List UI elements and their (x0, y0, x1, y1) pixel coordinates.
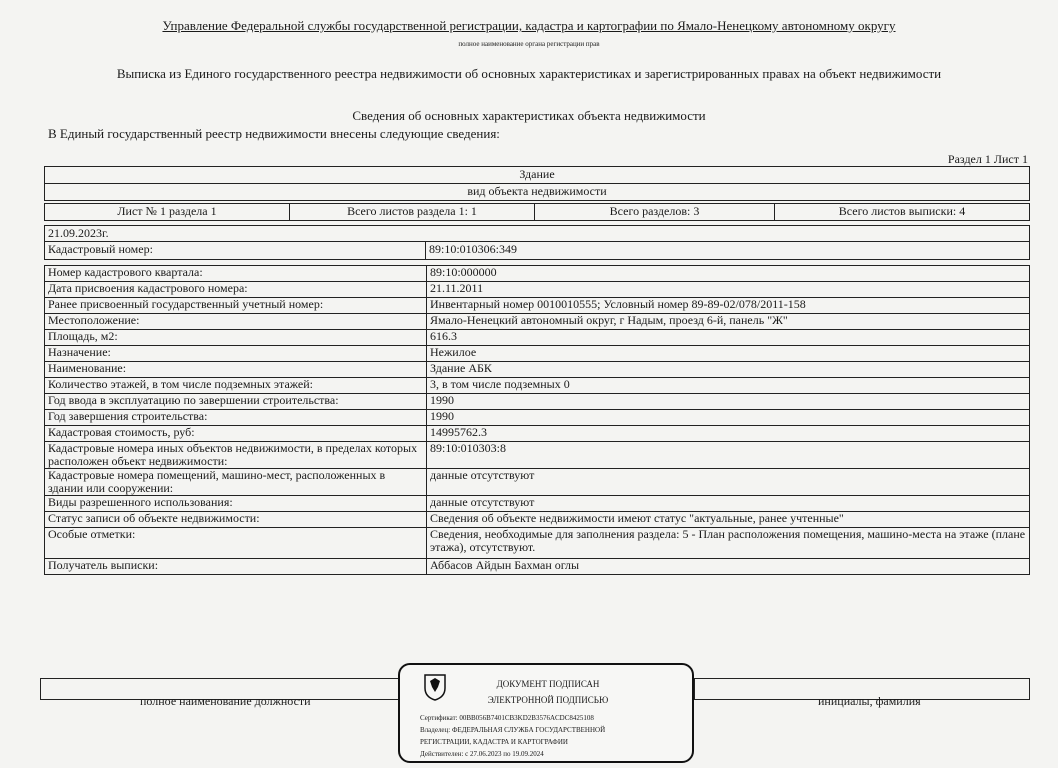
extract-title: Выписка из Единого государственного реестра недвижимости об основных характеристиках и зарегистрированных правах на объект недвижимости (116, 66, 942, 81)
total-extract-sheets: Всего листов выписки: 4 (774, 203, 1030, 221)
row-label: Дата присвоения кадастрового номера: (45, 282, 427, 298)
table-row (45, 266, 1030, 282)
table-row (45, 378, 1030, 394)
row-label: Получатель выписки: (45, 559, 427, 575)
table-row (45, 512, 1030, 528)
row-label: Виды разрешенного использования: (45, 496, 427, 512)
row-label: Площадь, м2: (45, 330, 427, 346)
electronic-signature-stamp (398, 663, 694, 763)
signature-line1: ДОКУМЕНТ ПОДПИСАН (496, 679, 600, 689)
row-label: Ранее присвоенный государственный учетный номер: (45, 298, 427, 314)
row-value: 89:10:000000 (427, 266, 1030, 282)
sheet-label: Раздел 1 Лист 1 (947, 152, 1028, 166)
section-title: Сведения об основных характеристиках объекта недвижимости (352, 108, 706, 123)
row-label: Год завершения строительства: (45, 410, 427, 426)
row-label: Статус записи об объекте недвижимости: (45, 512, 427, 528)
table-row (45, 346, 1030, 362)
row-value: Сведения об объекте недвижимости имеют статус "актуальные, ранее учтенные" (427, 512, 1030, 528)
table-row (45, 528, 1030, 559)
row-label: Год ввода в эксплуатацию по завершении строительства: (45, 394, 427, 410)
initials-caption: инициалы, фамилия (818, 694, 921, 708)
row-label: Количество этажей, в том числе подземных этажей: (45, 378, 427, 394)
row-label: Номер кадастрового квартала: (45, 266, 427, 282)
row-label: Кадастровые номера помещений, машино-мест, расположенных в здании или сооружении: (45, 469, 427, 496)
organization-name: Управление Федеральной службы государственной регистрации, кадастра и картографии по Ямало-Ненецкому автономному округу (162, 18, 896, 33)
row-label: Наименование: (45, 362, 427, 378)
row-value: 14995762.3 (427, 426, 1030, 442)
characteristics-table (44, 265, 1030, 575)
row-value: данные отсутствуют (427, 469, 1030, 496)
row-value: данные отсутствуют (427, 496, 1030, 512)
row-label: Местоположение: (45, 314, 427, 330)
row-value: 21.11.2011 (427, 282, 1030, 298)
row-value: Нежилое (427, 346, 1030, 362)
row-label: Кадастровая стоимость, руб: (45, 426, 427, 442)
object-type-caption: вид объекта недвижимости (44, 183, 1030, 201)
table-row (45, 442, 1030, 469)
signature-owner-2: РЕГИСТРАЦИИ, КАДАСТРА И КАРТОГРАФИИ (420, 738, 568, 746)
table-row (45, 282, 1030, 298)
row-value: 1990 (427, 394, 1030, 410)
total-section-sheets: Всего листов раздела 1: 1 (289, 203, 535, 221)
signature-certificate: Сертификат: 00BB056B7401CB3KD2B3576ACDC8425108 (420, 714, 594, 722)
sheet-number: Лист № 1 раздела 1 (44, 203, 290, 221)
table-row (45, 362, 1030, 378)
table-row (45, 559, 1030, 575)
cadastral-number-label: Кадастровый номер: (44, 241, 426, 260)
row-value: Аббасов Айдын Бахман оглы (427, 559, 1030, 575)
row-value: Сведения, необходимые для заполнения раздела: 5 - План расположения помещения, машино-места на этаже (плане этажа), отсутствуют. (427, 528, 1030, 559)
extract-date: 21.09.2023г. (44, 225, 1030, 242)
table-row (45, 426, 1030, 442)
row-value: 3, в том числе подземных 0 (427, 378, 1030, 394)
row-value: 89:10:010303:8 (427, 442, 1030, 469)
table-row (45, 394, 1030, 410)
table-row (45, 330, 1030, 346)
intro-text: В Единый государственный реестр недвижимости внесены следующие сведения: (48, 126, 500, 141)
cadastral-number-value: 89:10:010306:349 (425, 241, 1030, 260)
signature-line2: ЭЛЕКТРОННОЙ ПОДПИСЬЮ (487, 695, 609, 705)
signature-owner-1: Владелец: ФЕДЕРАЛЬНАЯ СЛУЖБА ГОСУДАРСТВЕННОЙ (420, 726, 606, 734)
row-value: 1990 (427, 410, 1030, 426)
row-value: Ямало-Ненецкий автономный округ, г Надым, проезд 6-й, панель "Ж" (427, 314, 1030, 330)
table-row (45, 410, 1030, 426)
row-label: Кадастровые номера иных объектов недвижимости, в пределах которых расположен объект недвижимости: (45, 442, 427, 469)
row-value: 616.3 (427, 330, 1030, 346)
table-row (45, 496, 1030, 512)
table-row (45, 469, 1030, 496)
signature-validity: Действителен: с 27.06.2023 по 19.09.2024 (420, 750, 544, 758)
table-row (45, 314, 1030, 330)
table-row (45, 298, 1030, 314)
row-value: Инвентарный номер 0010010555; Условный номер 89-89-02/078/2011-158 (427, 298, 1030, 314)
total-sections: Всего разделов: 3 (534, 203, 775, 221)
row-label: Особые отметки: (45, 528, 427, 559)
row-value: Здание АБК (427, 362, 1030, 378)
row-label: Назначение: (45, 346, 427, 362)
position-caption: полное наименование должности (140, 694, 311, 708)
organization-caption: полное наименование органа регистрации прав (458, 40, 600, 48)
object-type: Здание (44, 166, 1030, 184)
